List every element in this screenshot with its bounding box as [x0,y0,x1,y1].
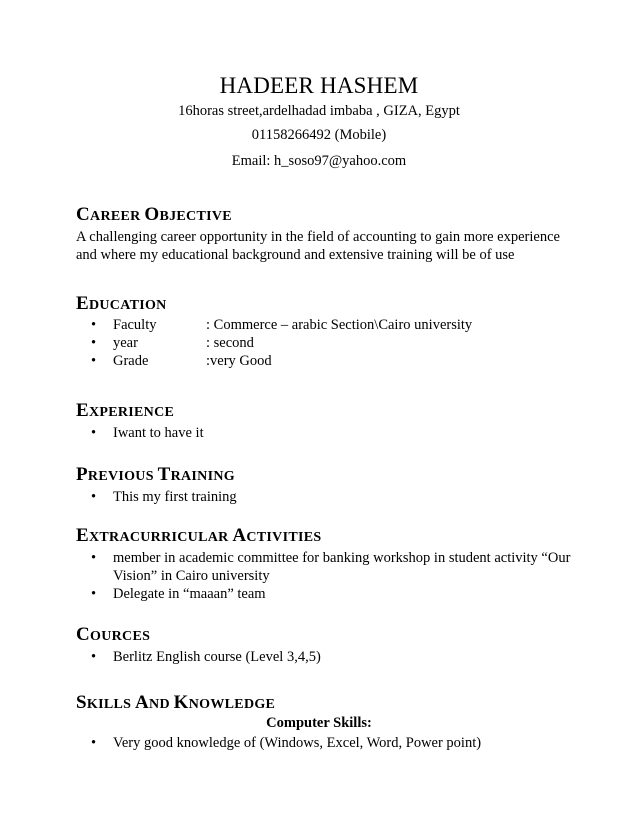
previous-training-heading [76,464,235,486]
skills-heading [76,692,275,714]
candidate-name: HADEER HASHEM [219,73,419,98]
cources-heading [76,624,150,646]
heading-word: EXTRACURRICULAR [76,525,229,546]
experience-heading [76,400,174,422]
heading-word: AND [135,692,170,713]
previous-training-list [76,488,237,506]
skills-list [76,734,481,752]
email-address: Email: h_soso97@yahoo.com [231,153,407,169]
education-row [76,334,472,352]
education-list [76,316,472,370]
education-row [76,352,472,370]
education-label: • Grade [113,353,149,369]
list-item: • Iwant to have it [76,424,204,442]
education-value: : Commerce – arabic Section\Cairo university [206,317,473,333]
education-label: • year [113,335,138,351]
list-item: • This my first training [76,488,237,506]
heading-word: COURCES [76,624,151,645]
list-item: • member in academic committee for banking workshop in student activity “Our Vision” in Cairo university [76,549,576,585]
heading-word: ACTIVITIES [232,525,322,546]
education-value: :very Good [206,353,272,369]
heading-word: SKILLS [76,692,132,713]
heading-word: PREVIOUS [76,464,154,485]
cources-list [76,648,321,666]
education-row [76,316,472,334]
list-item: • Berlitz English course (Level 3,4,5) [76,648,321,666]
education-label: • Faculty [113,317,157,333]
extracurricular-heading [76,525,321,547]
heading-word: OBJECTIVE [144,204,232,225]
education-value: : second [206,335,254,351]
heading-word: TRAINING [157,464,235,485]
experience-list [76,424,204,442]
education-heading [76,293,167,315]
address: 16horas street,ardelhadad imbaba , GIZA, Egypt [178,103,460,119]
list-item: • Very good knowledge of (Windows, Excel, Word, Power point) [76,734,481,752]
heading-word: EDUCATION [76,293,167,314]
heading-word: KNOWLEDGE [173,692,276,713]
phone-number: 01158266492 (Mobile) [251,127,387,143]
career-objective-text: A challenging career opportunity in the field of accounting to gain more experience and where my educational background and extensive training will be of use [76,229,560,263]
heading-word: EXPERIENCE [76,400,175,421]
career-objective-heading [76,204,232,226]
computer-skills-subheading: Computer Skills: [266,715,372,731]
extracurricular-list [76,549,576,603]
list-item: • Delegate in “maaan” team [76,585,576,603]
heading-word: CAREER [76,204,141,225]
